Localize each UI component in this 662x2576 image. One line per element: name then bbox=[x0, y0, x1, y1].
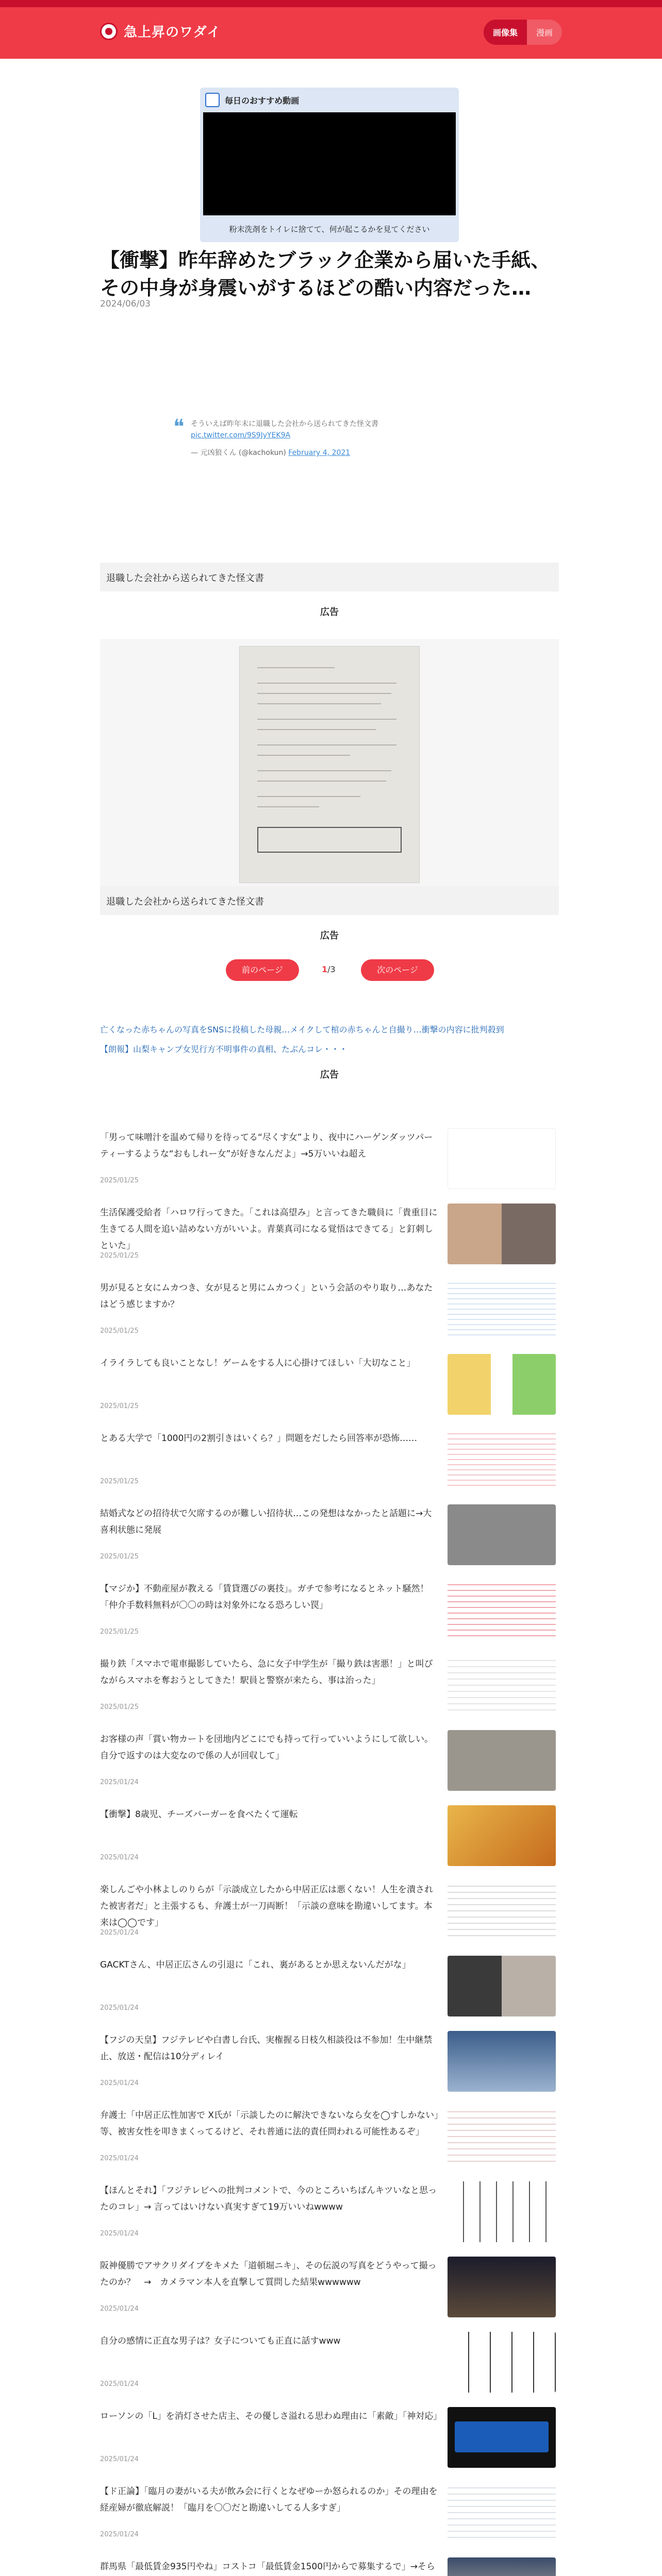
list-item-date: 2025/01/24 bbox=[100, 1778, 139, 1786]
video-icon bbox=[205, 93, 220, 107]
recommended-video-header bbox=[200, 88, 459, 112]
list-item-title: 群馬県「最低賃金935円やね」コストコ「最低賃金1500円からで募集するで」→そら bbox=[100, 2562, 435, 2572]
site-name: 急上昇のワダイ bbox=[124, 25, 221, 40]
list-item[interactable] bbox=[100, 2174, 559, 2244]
list-item-thumbnail bbox=[448, 2557, 556, 2576]
list-item[interactable] bbox=[100, 2475, 559, 2545]
list-item-date: 2025/01/25 bbox=[100, 1553, 139, 1561]
video-caption[interactable]: 粉末洗剤をトイレに捨てて、何が起こるかを見てください bbox=[229, 225, 430, 234]
list-item[interactable] bbox=[100, 1121, 559, 1191]
list-item-thumbnail bbox=[448, 1956, 556, 2016]
ad-label-1: 広告 bbox=[320, 607, 339, 618]
related-link-1[interactable]: 亡くなった赤ちゃんの写真をSNSに投稿した母親…メイクして棺の赤ちゃんと自撮り…衝撃の内容に批判殺到 bbox=[100, 1025, 504, 1035]
recommended-video-card bbox=[200, 88, 459, 242]
tweet-date-link[interactable]: February 4, 2021 bbox=[288, 449, 351, 457]
list-item-thumbnail bbox=[448, 2106, 556, 2167]
list-item-thumbnail bbox=[448, 1655, 556, 1716]
list-item-thumbnail bbox=[448, 1429, 556, 1490]
list-item-title: お客様の声「賞い物カートを団地内どこにでも持って行っていいようにして欲しい。自分で返すのは大変なので係の人が回収して」 bbox=[100, 1734, 433, 1761]
tweet-attribution bbox=[191, 447, 441, 459]
list-item-thumbnail bbox=[448, 2332, 556, 2393]
list-item-title: とある大学で「1000円の2割引きはいくら？」問題をだしたら回答率が恐怖…… bbox=[100, 1433, 418, 1444]
embedded-tweet bbox=[100, 315, 559, 563]
ad-label-2: 広告 bbox=[320, 930, 339, 941]
list-item[interactable] bbox=[100, 1948, 559, 2019]
site-logo-icon bbox=[100, 23, 118, 40]
list-item-title: イライラしても良いことなし！ゲームをする人に心掛けてほしい「大切なこと」 bbox=[100, 1358, 416, 1368]
list-item-date: 2025/01/25 bbox=[100, 1703, 139, 1711]
list-item-date: 2025/01/24 bbox=[100, 2305, 139, 2313]
list-item[interactable] bbox=[100, 1798, 559, 1868]
tweet-image-link[interactable]: pic.twitter.com/9S9JyYEK9A bbox=[191, 431, 291, 439]
list-item[interactable] bbox=[100, 1422, 559, 1492]
related-link-2[interactable]: 【朗報】山梨キャンプ女児行方不明事件の真相、たぶんコレ・・・ bbox=[100, 1044, 348, 1054]
list-item-thumbnail bbox=[448, 1279, 556, 1340]
list-item-title: 弁護士「中居正広性加害で X氏が「示談したのに解決できないなら女を◯すしかない」等、被害女性を叩きまくってるけど、それ普通に法的責任問われる可能性あるぞ」 bbox=[100, 2110, 439, 2137]
list-item-date: 2025/01/25 bbox=[100, 1252, 139, 1260]
site-logo-link[interactable] bbox=[100, 22, 221, 41]
list-item[interactable] bbox=[100, 2099, 559, 2169]
list-item-title: ローソンの「L」を消灯させた店主、その優しさ溢れる思わぬ理由に「素敵」「神対応」 bbox=[100, 2411, 442, 2421]
list-item-title: 男が見ると女にムカつき、女が見ると男にムカつく」という会話のやり取り…あなたはどう感じますか？ bbox=[100, 1283, 433, 1310]
list-item-title: 自分の感情に正直な男子は？女子についても正直に話すwww bbox=[100, 2336, 341, 2346]
header-nav bbox=[484, 20, 562, 45]
list-item-title: 結婚式などの招待状で欠席するのが難しい招待状…この発想はなかったと話題に→大喜利状態に発展 bbox=[100, 1509, 432, 1535]
next-page-button[interactable]: 次のページ bbox=[361, 959, 434, 981]
image-caption-1: 退職した会社から送られてきた怪文書 bbox=[100, 563, 559, 591]
quote-icon: ❝ bbox=[173, 415, 185, 439]
recommended-video-heading: 毎日のおすすめ動画 bbox=[225, 95, 300, 106]
list-item-thumbnail bbox=[448, 2181, 556, 2242]
list-item-date: 2025/01/24 bbox=[100, 1854, 139, 1861]
list-item[interactable] bbox=[100, 1723, 559, 1793]
nav-item-gallery[interactable]: 画像集 bbox=[484, 20, 527, 45]
current-page: 1 bbox=[322, 964, 328, 974]
list-item[interactable] bbox=[100, 1196, 559, 1266]
list-item-date: 2025/01/25 bbox=[100, 1628, 139, 1636]
list-item[interactable] bbox=[100, 1272, 559, 1342]
article-title: 【衝撃】昨年辞めたブラック企業から届いた手紙、その中身が身震いがするほどの酷い内容だった… bbox=[100, 249, 551, 299]
list-item-thumbnail bbox=[448, 1880, 556, 1941]
list-item[interactable] bbox=[100, 1497, 559, 1567]
top-strip bbox=[0, 0, 662, 7]
list-item-thumbnail bbox=[448, 1204, 556, 1264]
list-item[interactable] bbox=[100, 1873, 559, 1943]
list-item-title: 【ほんとそれ】「フジテレビへの批判コメントで、今のところいちばんキツいなと思ったのコレ」→ 言ってはいけない真実すぎて19万いいねwwww bbox=[100, 2185, 437, 2212]
page-indicator bbox=[322, 964, 336, 974]
list-item-thumbnail bbox=[448, 1730, 556, 1791]
list-item-thumbnail bbox=[448, 2031, 556, 2092]
list-item-thumbnail bbox=[448, 2482, 556, 2543]
list-item-date: 2025/01/24 bbox=[100, 2155, 139, 2162]
list-item[interactable] bbox=[100, 1648, 559, 1718]
list-item-title: 撮り鉄「スマホで電車撮影していたら、急に女子中学生が「撮り鉄は害悪！」と叫びながらスマホを奪おうとしてきた！駅員と警察が来たら、事は治った」 bbox=[100, 1659, 433, 1686]
list-item-thumbnail bbox=[448, 2407, 556, 2468]
list-item[interactable] bbox=[100, 2400, 559, 2470]
article-image bbox=[100, 639, 559, 886]
list-item-title: 生活保護受給者「ハロワ行ってきた。「これは高望み」と言ってきた職員に「貴重目に生きてる人間を追い詰めない方がいいよ。青葉真司になる覚悟はできてる」と釘刺しといた」 bbox=[100, 1208, 438, 1251]
tweet-author: — 元凶狼くん (@kachokun) bbox=[191, 449, 286, 457]
list-item-thumbnail bbox=[448, 1354, 556, 1415]
list-item-date: 2025/01/24 bbox=[100, 2455, 139, 2463]
pagination bbox=[100, 959, 559, 982]
list-item-title: 【ド正論】「臨月の妻がいる夫が飲み会に行くとなぜゆーか怒られるのか」その理由を経産婦が徹底解説！「臨月を〇〇だと勘違いしてる人多すぎ」 bbox=[100, 2486, 438, 2513]
list-item-title: 楽しんごや小林よしのりらが「示談成立したから中居正広は悪くない！人生を潰された被害者だ」と主張するも、弁護士が一刀両断！「示談の意味を勘違いしてます。本来は◯◯です」 bbox=[100, 1885, 433, 1928]
list-item-title: 【マジか】不動産屋が教える「賃貸選びの裏技」。ガチで参考になるとネット騒然！「仲介手数料無料が〇〇の時は対象外になる恐ろしい罠」 bbox=[100, 1584, 429, 1611]
list-item[interactable] bbox=[100, 2550, 559, 2576]
list-item-title: 【衝撃】8歳児、チーズバーガーを食べたくて運転 bbox=[100, 1809, 298, 1820]
list-item-title: 【フジの天皇】フジテレビや白書し台氏、実権握る日枝久相談役は不参加！生中継禁止、放送・配信は10分ディレイ bbox=[100, 2035, 433, 2062]
list-item[interactable] bbox=[100, 1347, 559, 1417]
list-item-thumbnail bbox=[448, 1504, 556, 1565]
list-item-date: 2025/01/24 bbox=[100, 2230, 139, 2238]
list-item-date: 2025/01/25 bbox=[100, 1327, 139, 1335]
list-item-date: 2025/01/25 bbox=[100, 1478, 139, 1485]
list-item-date: 2025/01/24 bbox=[100, 2380, 139, 2388]
list-item-title: 阪神優勝でアサクリダイブをキメた「道頓堀ニキ」、その伝説の写真をどうやって撮ったのか？ → カメラマン本人を直撃して質問した結果wwwwww bbox=[100, 2261, 437, 2287]
list-item-thumbnail bbox=[448, 1128, 556, 1189]
list-item-date: 2025/01/24 bbox=[100, 2531, 139, 2538]
list-item-date: 2025/01/25 bbox=[100, 1402, 139, 1410]
letter-photo bbox=[239, 646, 420, 883]
list-item-date: 2025/01/24 bbox=[100, 2004, 139, 2012]
prev-page-button[interactable]: 前のページ bbox=[226, 959, 299, 981]
list-item-title: 「男って味噌汁を温めて帰りを待ってる“尽くす女”より、夜中にハーゲンダッツパーティーするような“おもしれー女”が好きなんだよ」→5万いいね超え bbox=[100, 1132, 433, 1159]
list-item-thumbnail bbox=[448, 2257, 556, 2317]
site-header bbox=[0, 7, 662, 59]
list-item-date: 2025/01/24 bbox=[100, 1929, 139, 1937]
list-item[interactable] bbox=[100, 1572, 559, 1642]
nav-item-manga[interactable]: 漫画 bbox=[527, 20, 562, 45]
list-item-date: 2025/01/25 bbox=[100, 1177, 139, 1184]
list-item[interactable] bbox=[100, 2249, 559, 2319]
image-caption-2: 退職した会社から送られてきた怪文書 bbox=[100, 886, 559, 915]
list-item[interactable] bbox=[100, 2325, 559, 2395]
article-date: 2024/06/03 bbox=[100, 299, 151, 309]
list-item-thumbnail bbox=[448, 1580, 556, 1640]
list-item[interactable] bbox=[100, 2024, 559, 2094]
list-item-title: GACKTさん、中居正広さんの引退に「これ、裏があるとか思えないんだがな」 bbox=[100, 1960, 411, 1970]
ad-label-3: 広告 bbox=[320, 1070, 339, 1080]
video-player[interactable] bbox=[203, 112, 456, 215]
list-item-date: 2025/01/24 bbox=[100, 2079, 139, 2087]
total-pages: /3 bbox=[327, 964, 336, 974]
list-item-thumbnail bbox=[448, 1805, 556, 1866]
tweet-text: そういえば昨年末に退職した会社から送られてきた怪文書 bbox=[191, 420, 378, 428]
